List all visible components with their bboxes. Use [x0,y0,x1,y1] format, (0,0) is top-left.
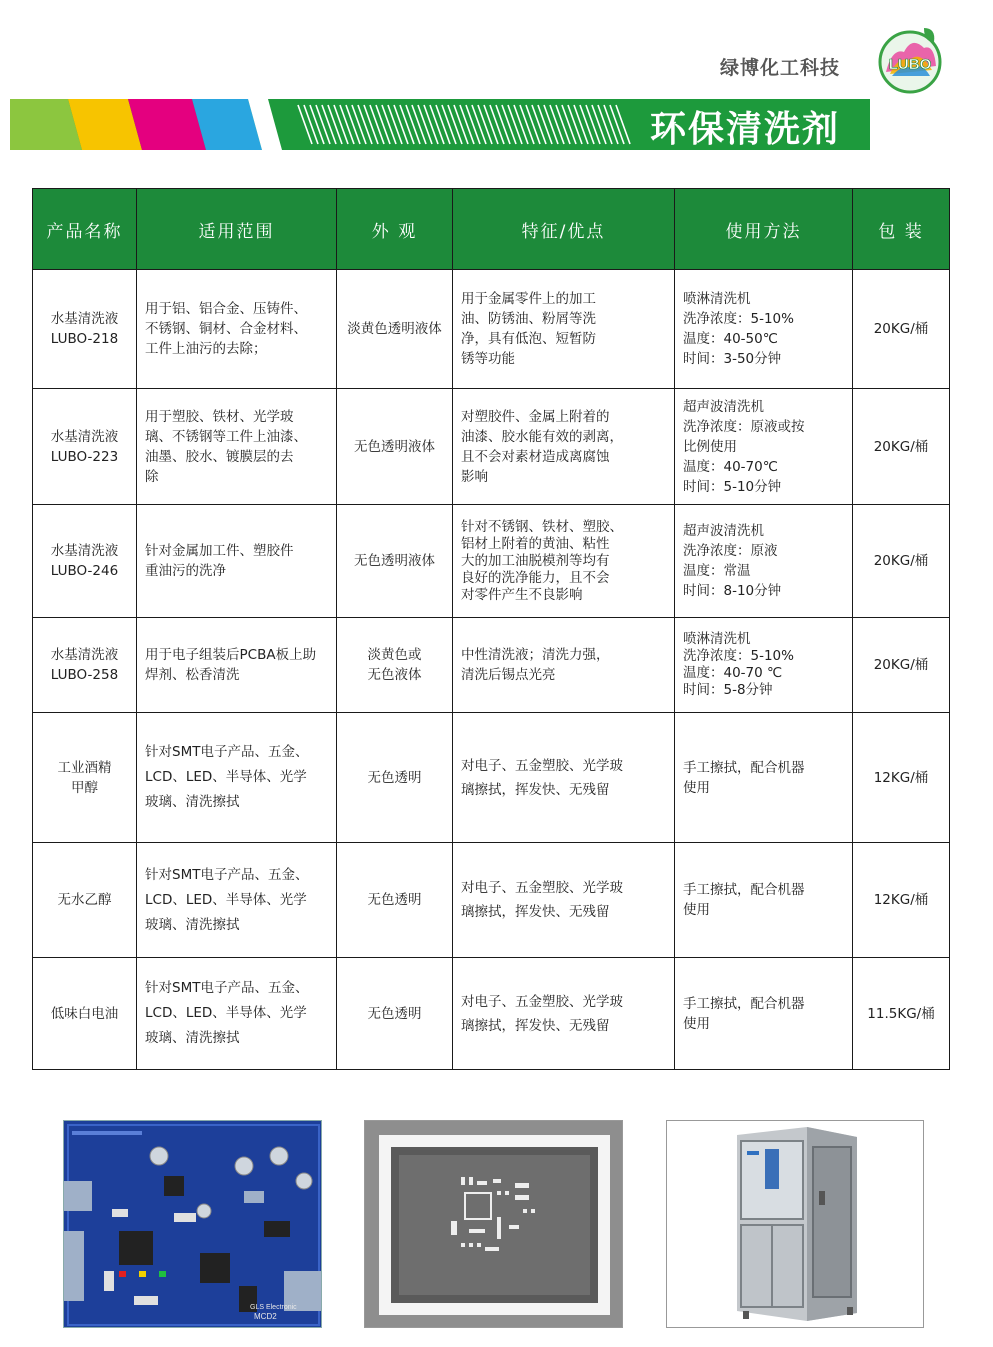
pcb-label: GLS Electronic [250,1304,297,1311]
scope-cell [137,389,337,505]
table-row [33,505,950,618]
table-row [33,270,950,389]
usage-line: 时间：5-10分钟 [683,478,782,495]
logo-text: LUBO [888,56,932,73]
features-line: 锈等功能 [461,351,515,367]
package-cell: 12KG/桶 [853,713,950,843]
product-name-line: 水基清洗液 [50,428,119,445]
col-header-scope: 适用范围 [137,189,337,270]
features-line: 璃擦拭，挥发快、无残留 [461,1017,610,1034]
appearance-cell [337,505,453,618]
usage-line: 手工擦拭，配合机器 [683,995,805,1012]
appearance-cell [337,618,453,713]
usage-line: 使用 [683,779,710,796]
scope-line: 针对SMT电子产品、五金、 [145,980,309,996]
scope-line: 针对SMT电子产品、五金、 [145,866,309,883]
product-code: LUBO-258 [50,667,119,683]
product-name-line: 无水乙醇 [57,892,112,908]
product-name-cell [33,505,137,618]
product-name-line: 工业酒精 [57,759,112,776]
scope-cell [137,270,337,389]
usage-cell [675,389,853,505]
features-line: 对电子、五金塑胶、光学玻 [461,880,623,896]
features-line: 璃擦拭，挥发快、无残留 [461,904,610,920]
features-cell [453,843,675,958]
features-line: 针对不锈钢、铁材、塑胶、 [461,518,623,535]
scope-cell [137,843,337,958]
product-code: LUBO-223 [50,448,119,465]
usage-cell [675,618,853,713]
scope-line: 重油污的洗净 [145,563,226,579]
usage-line: 时间：3-50分钟 [683,351,782,367]
product-name-cell [33,958,137,1070]
features-line: 影响 [461,468,488,485]
package-cell: 20KG/桶 [853,618,950,713]
lubo-logo [872,22,948,98]
usage-line: 喷淋清洗机 [683,631,751,647]
table-row [33,389,950,505]
usage-line: 使用 [683,902,710,918]
appearance-line: 无色液体 [367,667,422,683]
scope-line: LCD、LED、半导体、光学 [145,891,307,908]
usage-line: 使用 [683,1015,710,1032]
scope-cell [137,618,337,713]
usage-line: 超声波清洗机 [683,398,764,415]
product-name-line: 低味白电油 [50,1005,119,1022]
features-cell [453,958,675,1070]
usage-line: 温度：40-50℃ [683,331,778,347]
product-name-line: 甲醇 [71,779,98,796]
table-row [33,618,950,713]
appearance-cell [337,958,453,1070]
appearance-line: 无色透明 [367,769,422,786]
usage-line: 时间：5-8分钟 [683,682,773,698]
appearance-line: 无色透明 [367,892,422,908]
appearance-line: 无色透明液体 [354,438,435,455]
usage-cell [675,270,853,389]
col-header-appearance: 外 观 [337,189,453,270]
scope-line: 油墨、胶水、镀膜层的去 [145,448,294,465]
usage-line: 超声波清洗机 [683,523,764,539]
appearance-cell [337,270,453,389]
usage-cell [675,713,853,843]
package-cell: 20KG/桶 [853,505,950,618]
pcb-board-photo [63,1120,322,1328]
col-header-features: 特征/优点 [453,189,675,270]
features-cell [453,505,675,618]
usage-line: 温度：常温 [683,563,751,579]
product-name-cell [33,713,137,843]
features-cell [453,270,675,389]
banner-title: 环保清洗剂 [650,109,841,150]
usage-line: 洗净浓度：原液或按 [683,418,805,435]
usage-line: 时间：8-10分钟 [683,583,782,599]
usage-line: 洗净浓度：5-10% [683,311,794,327]
features-line: 清洗后锡点光亮 [461,667,556,683]
usage-line: 手工擦拭，配合机器 [683,759,805,776]
usage-line: 喷淋清洗机 [683,291,751,307]
cleaning-machine-photo [666,1120,924,1328]
scope-cell [137,505,337,618]
col-header-name: 产品名称 [33,189,137,270]
scope-line: 焊剂、松香清洗 [145,667,240,683]
package-cell: 20KG/桶 [853,270,950,389]
scope-line: 用于电子组装后PCBA板上助 [145,647,317,663]
features-line: 中性清洗液；清洗力强， [461,647,610,663]
product-table [32,188,950,1070]
product-name-line: 水基清洗液 [50,647,119,663]
product-name-line: 水基清洗液 [50,543,119,559]
features-line: 用于金属零件上的加工 [461,291,596,307]
scope-line: 玻璃、清洗擦拭 [145,794,240,810]
table-row [33,843,950,958]
scope-line: 玻璃、清洗擦拭 [145,916,240,933]
product-code: LUBO-218 [50,331,119,347]
features-line: 对电子、五金塑胶、光学玻 [461,757,623,774]
scope-line: 璃、不锈钢等工件上油漆、 [145,428,307,445]
features-line: 净，具有低泡、短暂防 [461,331,596,347]
appearance-line: 淡黄色透明液体 [347,321,442,337]
usage-cell [675,505,853,618]
usage-line: 洗净浓度：5-10% [683,648,794,664]
features-line: 油漆、胶水能有效的剥离， [461,428,623,445]
features-line: 对塑胶件、金属上附着的 [461,408,610,425]
stencil-photo [364,1120,623,1328]
features-line: 铝材上附着的黄油、粘性 [461,535,610,552]
table-row [33,713,950,843]
scope-line: 针对SMT电子产品、五金、 [145,744,309,760]
appearance-line: 无色透明液体 [354,553,435,569]
features-line: 良好的洗净能力，且不会 [461,569,610,586]
appearance-cell [337,389,453,505]
col-header-usage: 使用方法 [675,189,853,270]
product-name-cell [33,389,137,505]
usage-line: 手工擦拭，配合机器 [683,882,805,898]
product-code: LUBO-246 [50,563,119,579]
product-name-cell [33,618,137,713]
scope-line: 用于铝、铝合金、压铸件、 [145,301,307,317]
usage-line: 洗净浓度：原液 [683,543,778,559]
table-row [33,958,950,1070]
package-cell: 11.5KG/桶 [853,958,950,1070]
features-line: 璃擦拭，挥发快、无残留 [461,781,610,798]
appearance-cell [337,843,453,958]
appearance-line: 淡黄色或 [367,647,422,663]
appearance-line: 无色透明 [367,1005,422,1022]
scope-line: 不锈钢、铜材、合金材料、 [145,321,307,337]
appearance-cell [337,713,453,843]
product-name-line: 水基清洗液 [50,311,119,327]
usage-line: 比例使用 [683,438,737,455]
scope-line: LCD、LED、半导体、光学 [145,1005,307,1021]
scope-cell [137,713,337,843]
features-cell [453,389,675,505]
scope-line: LCD、LED、半导体、光学 [145,769,307,785]
usage-cell [675,958,853,1070]
usage-line: 温度：40-70℃ [683,458,778,475]
usage-line: 温度：40-70 ℃ [683,665,783,681]
features-line: 且不会对素材造成离腐蚀 [461,448,610,465]
pcb-label: MCD2 [254,1312,277,1321]
scope-line: 玻璃、清洗擦拭 [145,1030,240,1046]
product-name-cell [33,270,137,389]
scope-line: 用于塑胶、铁材、光学玻 [145,408,294,425]
features-line: 大的加工油脱模剂等均有 [461,552,610,569]
scope-line: 除 [145,468,159,485]
col-header-package: 包 装 [853,189,950,270]
usage-cell [675,843,853,958]
scope-line: 工件上油污的去除； [145,341,267,357]
product-name-cell [33,843,137,958]
company-name: 绿博化工科技 [720,57,841,79]
features-line: 对电子、五金塑胶、光学玻 [461,993,623,1010]
package-cell: 12KG/桶 [853,843,950,958]
features-cell [453,618,675,713]
scope-line: 针对金属加工件、塑胶件 [145,543,294,559]
table-header-row [33,189,950,270]
features-line: 对零件产生不良影响 [461,586,583,603]
features-cell [453,713,675,843]
features-line: 油、防锈油、粉屑等洗 [461,311,596,327]
scope-cell [137,958,337,1070]
package-cell: 20KG/桶 [853,389,950,505]
